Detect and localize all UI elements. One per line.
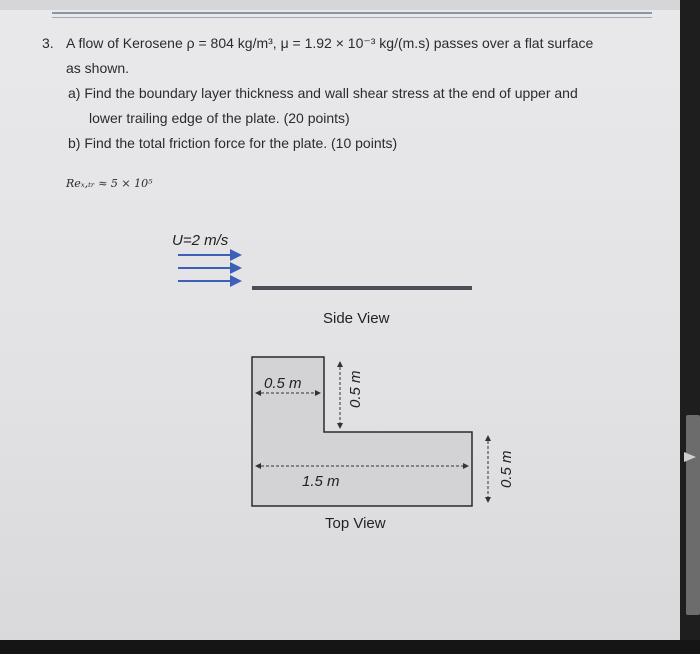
dim-step-height-label: 0.5 m (347, 370, 364, 408)
scrollbar-thumb[interactable] (686, 415, 700, 615)
top-view-label: Top View (325, 515, 386, 532)
question-statement-line1: A flow of Kerosene ρ = 804 kg/m³, μ = 1.92 × 10⁻³ kg/(m.s) passes over a flat surface (66, 35, 594, 51)
velocity-label: U=2 m/s (172, 232, 229, 249)
part-a-line2: lower trailing edge of the plate. (20 points) (89, 110, 350, 126)
question-statement-line2: as shown. (66, 60, 130, 76)
part-a-line1: a) Find the boundary layer thickness and wall shear stress at the end of upper and (68, 85, 578, 101)
question-number: 3. (42, 35, 54, 51)
reynolds-transition: Reₓ,ₜᵣ ≈ 5 × 10⁵ (66, 177, 153, 190)
dim-top-width-label: 0.5 m (264, 375, 302, 392)
plate-side-view (252, 286, 472, 290)
cursor-arrow-icon (684, 452, 696, 462)
side-view-label: Side View (323, 310, 390, 327)
dim-right-height-label: 0.5 m (498, 450, 515, 488)
window-bottom-edge (0, 640, 700, 654)
dim-total-length-label: 1.5 m (302, 473, 340, 490)
part-b: b) Find the total friction force for the plate. (10 points) (68, 135, 398, 151)
